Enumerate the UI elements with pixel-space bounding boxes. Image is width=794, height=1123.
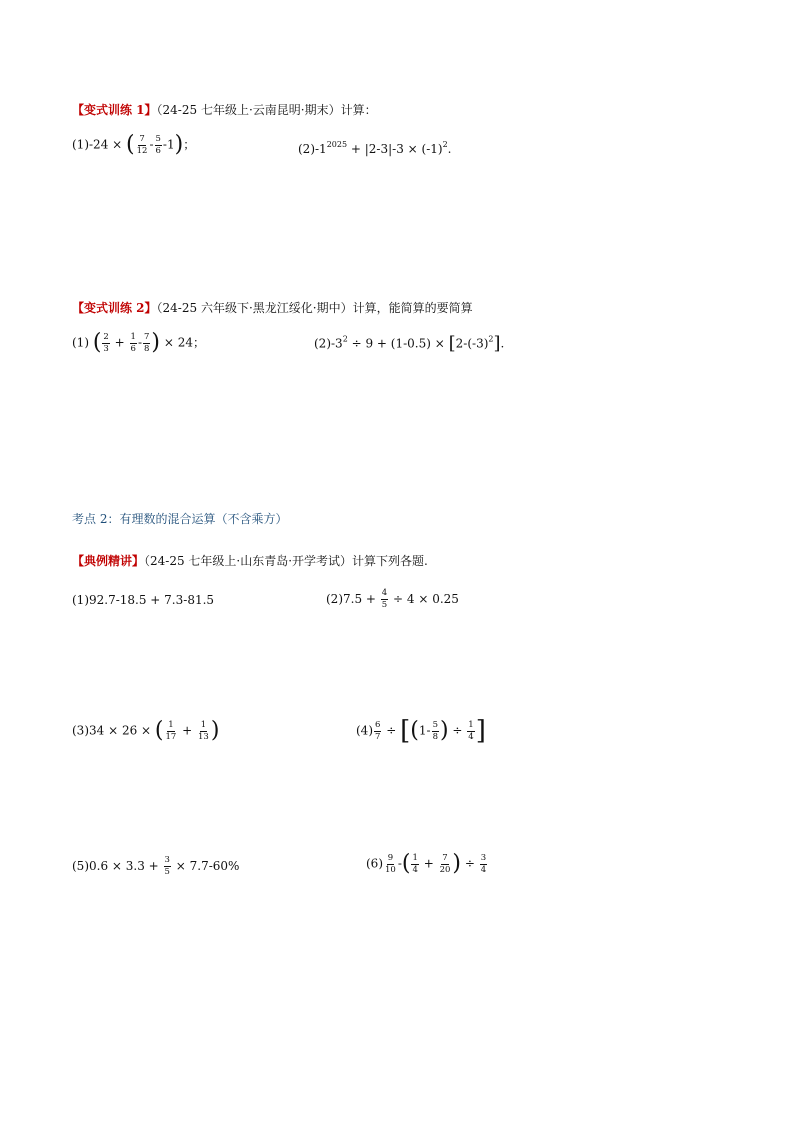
operator: -	[137, 335, 142, 350]
close-bracket: ]	[493, 333, 501, 354]
fraction	[432, 721, 439, 742]
example-problem-2	[326, 589, 459, 610]
denominator: 17	[165, 731, 177, 742]
operator: ÷	[382, 723, 401, 738]
open-bracket: [	[448, 333, 456, 354]
numerator: 6	[375, 719, 381, 730]
numerator: 1	[468, 719, 474, 730]
operator: +	[178, 723, 197, 738]
punctuation: .	[500, 336, 505, 351]
open-bracket: [	[400, 716, 411, 746]
exponent: 2	[342, 334, 348, 344]
operator: ÷	[448, 723, 467, 738]
open-paren: (	[92, 330, 102, 355]
denominator: 8	[432, 731, 438, 742]
fraction	[102, 333, 109, 354]
variant2-heading	[72, 302, 473, 314]
denominator: 4	[480, 864, 487, 875]
problem-label: (2)7.5 +	[326, 591, 380, 606]
problem-label: (5)0.6 × 3.3 +	[72, 858, 163, 873]
problem-label: (6)	[366, 856, 383, 871]
problem-label: (4)	[356, 723, 373, 738]
example-heading	[72, 555, 428, 567]
close-paren: )	[151, 330, 161, 355]
fraction	[439, 854, 452, 875]
problem-label: (1)	[72, 335, 93, 350]
variant2-source: （24-25 六年级下·黑龙江绥化·期中）计算，能简算的要简算	[156, 301, 473, 315]
section2-title: 考点 2：有理数的混合运算（不含乘方）	[72, 512, 288, 526]
open-paren: (	[410, 718, 419, 743]
numerator: 3	[480, 852, 487, 863]
fraction	[165, 721, 178, 742]
fraction	[411, 854, 418, 875]
example-problem-5	[72, 856, 239, 877]
variant1-problem-2	[298, 141, 452, 155]
numerator: 2	[103, 331, 109, 342]
problem-label: (2)-1	[298, 142, 327, 156]
expression-tail: -1	[162, 137, 175, 152]
expression: + |2-3|-3 × (-1)	[347, 142, 443, 156]
fraction	[467, 721, 474, 742]
operator: ÷	[461, 856, 479, 871]
denominator: 20	[439, 864, 451, 875]
fraction	[374, 721, 381, 742]
fraction	[130, 333, 137, 354]
fraction	[164, 856, 171, 877]
numerator: 1	[168, 719, 174, 730]
close-bracket: ]	[475, 716, 486, 746]
operator: -	[149, 137, 154, 152]
example-bracket-title: 【典例精讲】	[72, 554, 145, 568]
close-paren: )	[452, 851, 462, 876]
variant2-problem-2	[314, 335, 504, 353]
open-paren: (	[154, 718, 164, 743]
variant1-heading	[72, 104, 377, 116]
problem-label: (1)-24 ×	[72, 137, 127, 152]
denominator: 12	[136, 145, 148, 156]
exponent: 2	[488, 334, 494, 344]
exponent: 2025	[326, 140, 348, 149]
numerator: 3	[164, 855, 170, 865]
expression-tail: ÷ 4 × 0.25	[389, 591, 459, 606]
operator: +	[110, 335, 129, 350]
denominator: 8	[144, 343, 150, 354]
denominator: 5	[164, 866, 170, 877]
punctuation: .	[447, 142, 452, 156]
denominator: 6	[130, 343, 136, 354]
denominator: 10	[385, 864, 396, 875]
fraction	[381, 589, 388, 610]
fraction	[480, 854, 487, 875]
variant1-bracket-title: 【变式训练 1】	[72, 103, 157, 117]
denominator: 5	[381, 599, 388, 610]
fraction	[197, 721, 210, 742]
expression-tail: × 24；	[160, 335, 205, 350]
expression: ÷ 9 + (1-0.5) ×	[347, 336, 449, 351]
denominator: 3	[103, 343, 109, 354]
open-paren: (	[126, 132, 135, 157]
fraction	[155, 135, 162, 156]
numerator: 7	[139, 133, 145, 144]
example-problem-1: (1)92.7-18.5 + 7.3-81.5	[72, 593, 215, 607]
numerator: 1	[200, 719, 207, 730]
punctuation: ；	[183, 137, 196, 152]
example-problem-3	[72, 720, 219, 742]
denominator: 6	[155, 145, 161, 156]
example-source: （24-25 七年级上·山东青岛·开学考试）计算下列各题.	[144, 554, 428, 568]
open-paren: (	[401, 851, 411, 876]
numerator: 4	[381, 588, 388, 598]
example-problem-4	[356, 718, 486, 744]
operator: +	[419, 856, 438, 871]
numerator: 7	[144, 331, 150, 342]
close-paren: )	[210, 718, 220, 743]
expression-tail: × 7.7-60%	[171, 858, 240, 873]
variant2-bracket-title: 【变式训练 2】	[72, 301, 157, 315]
fraction	[136, 135, 149, 156]
exponent: 2	[442, 140, 448, 149]
example-problem-6	[366, 853, 488, 875]
denominator: 13	[198, 731, 209, 742]
numerator: 1	[130, 331, 136, 342]
numerator: 1	[412, 852, 418, 863]
variant1-problem-1	[72, 134, 195, 156]
close-paren: )	[174, 132, 184, 157]
close-paren: )	[439, 718, 449, 743]
denominator: 7	[375, 731, 381, 742]
denominator: 4	[468, 731, 474, 742]
numerator: 9	[387, 852, 394, 863]
variant1-source: （24-25 七年级上·云南昆明·期末）计算：	[156, 103, 377, 117]
numerator: 5	[155, 133, 161, 144]
problem-label: (2)-3	[314, 336, 343, 351]
variant2-problem-1	[72, 332, 205, 354]
fraction	[143, 333, 150, 354]
numerator: 5	[432, 719, 438, 730]
expression: 1-	[418, 723, 431, 738]
bracket-expression: 2-(-3)	[455, 336, 489, 351]
numerator: 7	[442, 852, 448, 863]
denominator: 4	[412, 864, 418, 875]
fraction	[384, 854, 397, 875]
problem-label: (3)34 × 26 ×	[72, 723, 155, 738]
operator: -	[397, 856, 402, 871]
